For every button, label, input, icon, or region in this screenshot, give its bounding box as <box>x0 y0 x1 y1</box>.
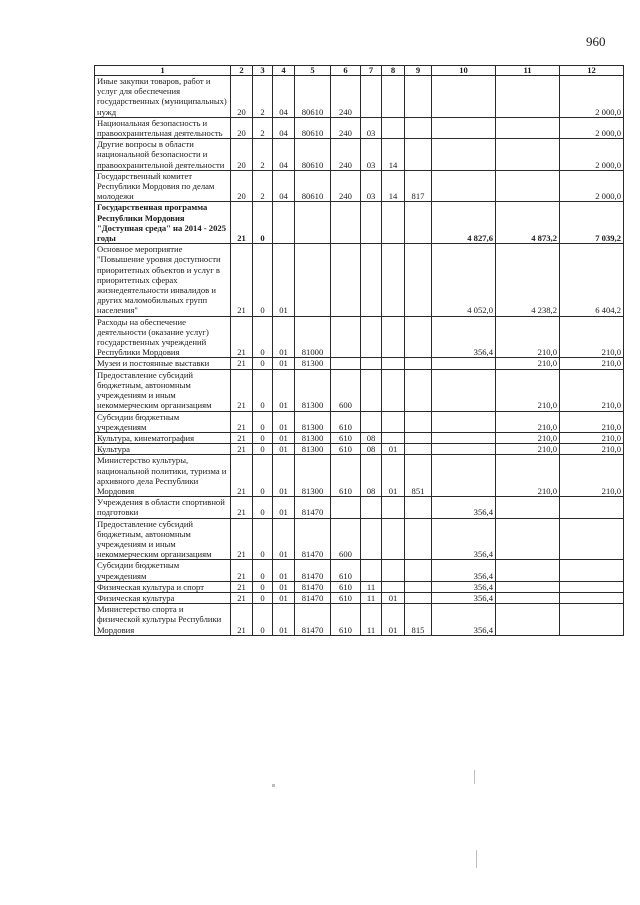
section-code-cell: 21 <box>231 604 253 636</box>
table-row <box>95 170 624 202</box>
row-name-cell: Физическая культура и спорт <box>95 581 231 592</box>
event-code-cell: 01 <box>273 604 295 636</box>
amount-2022-cell: 4 238,2 <box>496 244 560 316</box>
section-code-cell: 21 <box>231 560 253 581</box>
row-name-cell: Субсидии бюджетным учреждениям <box>95 560 231 581</box>
subsection-cell <box>382 76 405 118</box>
expense-code-cell: 80610 <box>295 76 331 118</box>
column-header: 12 <box>560 66 624 76</box>
expense-code-cell <box>295 244 331 316</box>
expense-code-cell: 81470 <box>295 581 331 592</box>
column-header: 1 <box>95 66 231 76</box>
section-code-cell: 21 <box>231 316 253 358</box>
ministry-code-cell <box>405 432 432 443</box>
program-code-cell: 0 <box>253 369 273 411</box>
subsection-cell <box>382 117 405 138</box>
amount-2021-cell <box>432 76 496 118</box>
table-body <box>95 76 624 636</box>
subsection-cell: 01 <box>382 444 405 455</box>
table-row <box>95 455 624 497</box>
expense-code-cell: 81000 <box>295 316 331 358</box>
amount-2021-cell: 356,4 <box>432 592 496 603</box>
subsection-cell <box>382 202 405 244</box>
program-code-cell: 0 <box>253 518 273 560</box>
program-code-cell: 0 <box>253 604 273 636</box>
section-cell <box>361 411 382 432</box>
amount-2023-cell: 2 000,0 <box>560 170 624 202</box>
amount-2022-cell <box>496 170 560 202</box>
amount-2023-cell <box>560 604 624 636</box>
expense-code-cell: 81300 <box>295 455 331 497</box>
program-code-cell: 0 <box>253 592 273 603</box>
table-row <box>95 202 624 244</box>
type-code-cell <box>331 497 361 518</box>
program-code-cell: 2 <box>253 139 273 171</box>
amount-2022-cell: 4 873,2 <box>496 202 560 244</box>
amount-2023-cell: 210,0 <box>560 411 624 432</box>
expense-code-cell: 81470 <box>295 604 331 636</box>
amount-2022-cell: 210,0 <box>496 455 560 497</box>
amount-2023-cell: 6 404,2 <box>560 244 624 316</box>
table-row <box>95 244 624 316</box>
section-code-cell: 21 <box>231 518 253 560</box>
event-code-cell: 01 <box>273 369 295 411</box>
program-code-cell: 0 <box>253 581 273 592</box>
program-code-cell: 0 <box>253 560 273 581</box>
event-code-cell: 01 <box>273 244 295 316</box>
event-code-cell: 01 <box>273 316 295 358</box>
program-code-cell: 0 <box>253 358 273 369</box>
section-cell: 08 <box>361 444 382 455</box>
amount-2023-cell: 210,0 <box>560 316 624 358</box>
expense-code-cell: 81470 <box>295 560 331 581</box>
ministry-code-cell <box>405 358 432 369</box>
program-code-cell: 0 <box>253 444 273 455</box>
amount-2021-cell <box>432 411 496 432</box>
type-code-cell: 610 <box>331 581 361 592</box>
ministry-code-cell <box>405 139 432 171</box>
section-code-cell: 21 <box>231 592 253 603</box>
amount-2022-cell <box>496 139 560 171</box>
section-code-cell: 21 <box>231 581 253 592</box>
event-code-cell: 04 <box>273 170 295 202</box>
event-code-cell: 04 <box>273 117 295 138</box>
amount-2023-cell <box>560 592 624 603</box>
table-row <box>95 604 624 636</box>
type-code-cell <box>331 244 361 316</box>
type-code-cell: 600 <box>331 518 361 560</box>
section-code-cell: 21 <box>231 202 253 244</box>
table-row <box>95 432 624 443</box>
subsection-cell <box>382 560 405 581</box>
amount-2023-cell <box>560 518 624 560</box>
expense-code-cell: 80610 <box>295 170 331 202</box>
section-code-cell: 20 <box>231 170 253 202</box>
program-code-cell: 0 <box>253 497 273 518</box>
type-code-cell: 610 <box>331 411 361 432</box>
section-code-cell: 21 <box>231 444 253 455</box>
amount-2021-cell: 356,4 <box>432 497 496 518</box>
subsection-cell <box>382 497 405 518</box>
subsection-cell <box>382 316 405 358</box>
event-code-cell: 01 <box>273 444 295 455</box>
ministry-code-cell <box>405 560 432 581</box>
column-header: 4 <box>273 66 295 76</box>
program-code-cell: 0 <box>253 202 273 244</box>
amount-2021-cell: 4 827,6 <box>432 202 496 244</box>
table-row <box>95 444 624 455</box>
section-cell: 11 <box>361 592 382 603</box>
type-code-cell: 610 <box>331 432 361 443</box>
event-code-cell: 01 <box>273 432 295 443</box>
amount-2023-cell: 210,0 <box>560 432 624 443</box>
column-header: 5 <box>295 66 331 76</box>
type-code-cell <box>331 316 361 358</box>
amount-2021-cell: 356,4 <box>432 316 496 358</box>
amount-2021-cell: 356,4 <box>432 581 496 592</box>
ministry-code-cell <box>405 592 432 603</box>
page-number: 960 <box>586 34 606 49</box>
program-code-cell: 2 <box>253 170 273 202</box>
section-cell <box>361 369 382 411</box>
amount-2023-cell: 210,0 <box>560 358 624 369</box>
row-name-cell: Расходы на обеспечение деятельности (оказание услуг) государственных учреждений Республики Мордовия <box>95 316 231 358</box>
subsection-cell <box>382 581 405 592</box>
row-name-cell: Культура, кинематография <box>95 432 231 443</box>
column-header: 11 <box>496 66 560 76</box>
table-row <box>95 117 624 138</box>
table-row <box>95 592 624 603</box>
row-name-cell: Предоставление субсидий бюджетным, автономным учреждениям и иным некоммерческим организациям <box>95 518 231 560</box>
section-code-cell: 21 <box>231 432 253 443</box>
amount-2022-cell <box>496 117 560 138</box>
subsection-cell: 01 <box>382 592 405 603</box>
expense-code-cell: 81470 <box>295 497 331 518</box>
amount-2023-cell: 2 000,0 <box>560 139 624 171</box>
amount-2021-cell: 356,4 <box>432 560 496 581</box>
subsection-cell <box>382 432 405 443</box>
expense-code-cell: 81300 <box>295 358 331 369</box>
ministry-code-cell <box>405 518 432 560</box>
subsection-cell <box>382 411 405 432</box>
amount-2022-cell: 210,0 <box>496 411 560 432</box>
expense-code-cell: 81300 <box>295 444 331 455</box>
type-code-cell: 610 <box>331 604 361 636</box>
amount-2021-cell <box>432 444 496 455</box>
table-row <box>95 581 624 592</box>
amount-2023-cell: 210,0 <box>560 444 624 455</box>
event-code-cell: 01 <box>273 592 295 603</box>
expense-code-cell: 81470 <box>295 592 331 603</box>
section-code-cell: 20 <box>231 76 253 118</box>
column-header: 2 <box>231 66 253 76</box>
amount-2021-cell <box>432 455 496 497</box>
row-name-cell: Музеи и постоянные выставки <box>95 358 231 369</box>
ministry-code-cell <box>405 581 432 592</box>
amount-2023-cell: 2 000,0 <box>560 76 624 118</box>
table-row <box>95 411 624 432</box>
row-name-cell: Другие вопросы в области национальной безопасности и правоохранительной деятельности <box>95 139 231 171</box>
section-code-cell: 21 <box>231 358 253 369</box>
row-name-cell: Министерство культуры, национальной политики, туризма и архивного дела Республики Мордовия <box>95 455 231 497</box>
row-name-cell: Учреждения в области спортивной подготовки <box>95 497 231 518</box>
program-code-cell: 0 <box>253 455 273 497</box>
section-cell <box>361 244 382 316</box>
amount-2022-cell <box>496 76 560 118</box>
section-cell: 03 <box>361 170 382 202</box>
section-cell <box>361 316 382 358</box>
amount-2021-cell: 356,4 <box>432 518 496 560</box>
header-row <box>95 66 624 76</box>
amount-2022-cell: 210,0 <box>496 444 560 455</box>
amount-2022-cell: 210,0 <box>496 369 560 411</box>
ministry-code-cell <box>405 76 432 118</box>
type-code-cell: 610 <box>331 455 361 497</box>
column-header: 6 <box>331 66 361 76</box>
column-header: 10 <box>432 66 496 76</box>
column-header: 9 <box>405 66 432 76</box>
section-cell: 08 <box>361 455 382 497</box>
row-name-cell: Культура <box>95 444 231 455</box>
type-code-cell: 600 <box>331 369 361 411</box>
ministry-code-cell: 815 <box>405 604 432 636</box>
table-row <box>95 316 624 358</box>
type-code-cell: 240 <box>331 139 361 171</box>
amount-2022-cell: 210,0 <box>496 316 560 358</box>
row-name-cell: Национальная безопасность и правоохранительная деятельность <box>95 117 231 138</box>
expense-code-cell: 81300 <box>295 369 331 411</box>
ministry-code-cell <box>405 244 432 316</box>
amount-2021-cell <box>432 369 496 411</box>
program-code-cell: 0 <box>253 432 273 443</box>
event-code-cell <box>273 202 295 244</box>
program-code-cell: 0 <box>253 244 273 316</box>
ministry-code-cell <box>405 411 432 432</box>
event-code-cell: 04 <box>273 139 295 171</box>
amount-2021-cell <box>432 139 496 171</box>
section-cell: 11 <box>361 581 382 592</box>
column-header: 7 <box>361 66 382 76</box>
budget-table <box>94 65 624 636</box>
amount-2023-cell <box>560 497 624 518</box>
subsection-cell <box>382 358 405 369</box>
row-name-cell: Государственный комитет Республики Мордовия по делам молодежи <box>95 170 231 202</box>
subsection-cell: 01 <box>382 604 405 636</box>
subsection-cell: 01 <box>382 455 405 497</box>
table-row <box>95 369 624 411</box>
section-code-cell: 20 <box>231 117 253 138</box>
scan-mark <box>272 784 275 787</box>
expense-code-cell <box>295 202 331 244</box>
expense-code-cell: 80610 <box>295 117 331 138</box>
event-code-cell: 04 <box>273 76 295 118</box>
amount-2022-cell <box>496 604 560 636</box>
amount-2023-cell <box>560 560 624 581</box>
section-code-cell: 21 <box>231 411 253 432</box>
section-code-cell: 21 <box>231 455 253 497</box>
subsection-cell: 14 <box>382 170 405 202</box>
expense-code-cell: 81470 <box>295 518 331 560</box>
amount-2023-cell: 2 000,0 <box>560 117 624 138</box>
scan-mark <box>474 770 475 784</box>
program-code-cell: 0 <box>253 316 273 358</box>
expense-code-cell: 81300 <box>295 432 331 443</box>
table-row <box>95 518 624 560</box>
amount-2022-cell <box>496 497 560 518</box>
subsection-cell <box>382 369 405 411</box>
type-code-cell: 610 <box>331 592 361 603</box>
row-name-cell: Министерство спорта и физической культуры Республики Мордовия <box>95 604 231 636</box>
section-code-cell: 21 <box>231 497 253 518</box>
section-cell: 03 <box>361 139 382 171</box>
row-name-cell: Иные закупки товаров, работ и услуг для обеспечения государственных (муниципальных) нужд <box>95 76 231 118</box>
event-code-cell: 01 <box>273 518 295 560</box>
table-row <box>95 497 624 518</box>
amount-2022-cell: 210,0 <box>496 432 560 443</box>
row-name-cell: Основное мероприятие "Повышение уровня доступности приоритетных объектов и услуг в приоритетных сферах жизнедеятельности инвалидов и других маломобильных групп населения" <box>95 244 231 316</box>
amount-2021-cell <box>432 170 496 202</box>
event-code-cell: 01 <box>273 455 295 497</box>
table-row <box>95 76 624 118</box>
amount-2022-cell <box>496 560 560 581</box>
section-cell: 11 <box>361 604 382 636</box>
ministry-code-cell <box>405 497 432 518</box>
amount-2023-cell <box>560 581 624 592</box>
subsection-cell <box>382 518 405 560</box>
ministry-code-cell <box>405 202 432 244</box>
ministry-code-cell <box>405 444 432 455</box>
amount-2022-cell <box>496 592 560 603</box>
row-name-cell: Субсидии бюджетным учреждениям <box>95 411 231 432</box>
table-row <box>95 358 624 369</box>
ministry-code-cell <box>405 369 432 411</box>
ministry-code-cell <box>405 117 432 138</box>
table-row <box>95 560 624 581</box>
subsection-cell <box>382 244 405 316</box>
event-code-cell: 01 <box>273 497 295 518</box>
row-name-cell: Предоставление субсидий бюджетным, автономным учреждениям и иным некоммерческим организациям <box>95 369 231 411</box>
amount-2023-cell: 210,0 <box>560 369 624 411</box>
type-code-cell: 610 <box>331 444 361 455</box>
amount-2021-cell: 356,4 <box>432 604 496 636</box>
program-code-cell: 2 <box>253 76 273 118</box>
ministry-code-cell <box>405 316 432 358</box>
type-code-cell: 240 <box>331 170 361 202</box>
amount-2021-cell <box>432 432 496 443</box>
section-cell <box>361 518 382 560</box>
section-cell <box>361 560 382 581</box>
column-header: 8 <box>382 66 405 76</box>
table-row <box>95 139 624 171</box>
type-code-cell <box>331 202 361 244</box>
section-code-cell: 20 <box>231 139 253 171</box>
amount-2021-cell <box>432 117 496 138</box>
event-code-cell: 01 <box>273 560 295 581</box>
section-cell: 08 <box>361 432 382 443</box>
type-code-cell: 240 <box>331 117 361 138</box>
event-code-cell: 01 <box>273 358 295 369</box>
column-header: 3 <box>253 66 273 76</box>
type-code-cell: 610 <box>331 560 361 581</box>
row-name-cell: Физическая культура <box>95 592 231 603</box>
section-code-cell: 21 <box>231 244 253 316</box>
section-cell <box>361 202 382 244</box>
amount-2023-cell: 7 039,2 <box>560 202 624 244</box>
program-code-cell: 2 <box>253 117 273 138</box>
section-code-cell: 21 <box>231 369 253 411</box>
amount-2021-cell: 4 052,0 <box>432 244 496 316</box>
section-cell <box>361 497 382 518</box>
program-code-cell: 0 <box>253 411 273 432</box>
amount-2023-cell: 210,0 <box>560 455 624 497</box>
section-cell <box>361 358 382 369</box>
row-name-cell: Государственная программа Республики Мордовия "Доступная среда" на 2014 - 2025 годы <box>95 202 231 244</box>
amount-2021-cell <box>432 358 496 369</box>
amount-2022-cell <box>496 518 560 560</box>
amount-2022-cell: 210,0 <box>496 358 560 369</box>
expense-code-cell: 81300 <box>295 411 331 432</box>
event-code-cell: 01 <box>273 581 295 592</box>
section-cell <box>361 76 382 118</box>
scan-mark <box>476 850 477 868</box>
type-code-cell: 240 <box>331 76 361 118</box>
section-cell: 03 <box>361 117 382 138</box>
subsection-cell: 14 <box>382 139 405 171</box>
expense-code-cell: 80610 <box>295 139 331 171</box>
event-code-cell: 01 <box>273 411 295 432</box>
type-code-cell <box>331 358 361 369</box>
ministry-code-cell: 817 <box>405 170 432 202</box>
ministry-code-cell: 851 <box>405 455 432 497</box>
amount-2022-cell <box>496 581 560 592</box>
